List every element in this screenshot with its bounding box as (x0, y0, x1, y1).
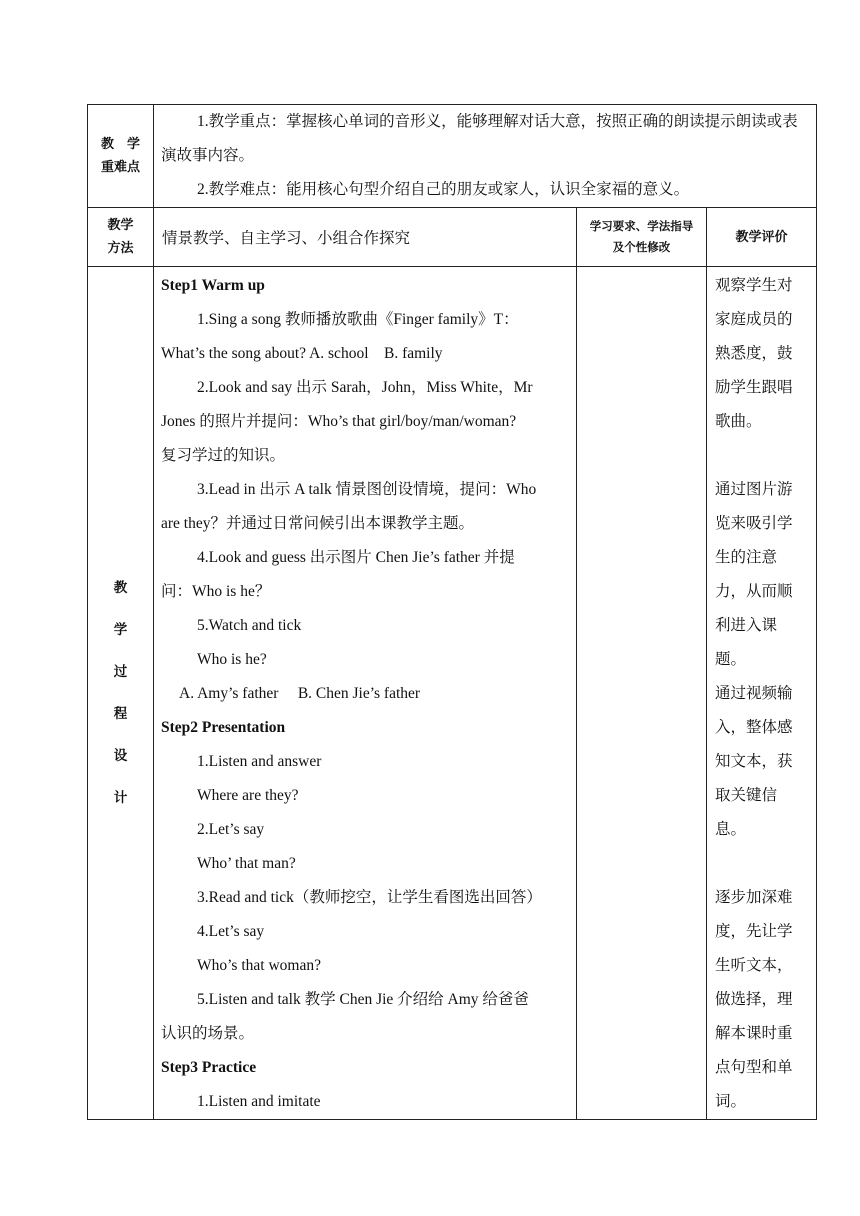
process-line: 1.Listen and answer (197, 753, 322, 770)
evaluation-line: 通过视频输 (715, 685, 793, 702)
requirements-header-line2: 及个性修改 (612, 240, 671, 254)
process-content-cell (154, 267, 577, 1120)
evaluation-line: 息。 (715, 821, 747, 838)
process-line: 复习学过的知识。 (161, 447, 286, 464)
step-heading: Step3 Practice (161, 1059, 257, 1076)
process-line: Where are they? (197, 787, 299, 804)
process-line: Who’s that woman? (197, 957, 321, 974)
evaluation-line: 知文本，获 (715, 753, 793, 770)
evaluation-line: 熟悉度，鼓 (715, 345, 793, 362)
evaluation-line: 入，整体感 (715, 719, 793, 736)
evaluation-line: 力，从而顺 (715, 583, 793, 600)
focus-content-cell (154, 105, 817, 208)
requirements-header-line1: 学习要求、学法指导 (589, 219, 694, 233)
process-line: 5.Watch and tick (197, 617, 302, 634)
method-content: 情景教学、自主学习、小组合作探究 (154, 208, 577, 267)
process-line: 2.Look and say 出示 Sarah，John，Miss White，Mr (197, 379, 533, 396)
evaluation-line: 歌曲。 (715, 413, 762, 430)
evaluation-line: 逐步加深难 (715, 889, 793, 906)
process-line: Who is he? (197, 651, 267, 668)
lesson-plan-table (87, 104, 817, 1120)
process-header-char: 设 (113, 748, 128, 764)
process-header-char: 教 (113, 580, 128, 596)
evaluation-line (715, 439, 808, 473)
method-header-cell (88, 208, 154, 267)
process-line: are they？并通过日常问候引出本课教学主题。 (161, 515, 474, 532)
row-teaching-process (88, 267, 817, 1120)
process-line: 5.Listen and talk 教学 Chen Jie 介绍给 Amy 给爸爸 (197, 991, 529, 1008)
process-header-char: 过 (113, 664, 128, 680)
focus-line-2: 2.教学难点：能用核心句型介绍自己的朋友或家人，认识全家福的意义。 (197, 181, 690, 198)
evaluation-line: 览来吸引学 (715, 515, 793, 532)
evaluation-line: 点句型和单 (715, 1059, 793, 1076)
evaluation-line: 解本课时重 (715, 1025, 793, 1042)
process-line: 2.Let’s say (197, 821, 265, 838)
process-line: What’s the song about? A. school B. family (161, 345, 443, 362)
process-line: 1.Listen and imitate (197, 1093, 321, 1110)
method-header-line2: 方法 (107, 241, 134, 256)
process-header-char: 学 (113, 622, 128, 638)
evaluation-line: 观察学生对 (715, 277, 793, 294)
row-teaching-method (88, 208, 817, 267)
evaluation-line: 词。 (715, 1093, 747, 1110)
evaluation-line: 做选择，理 (715, 991, 793, 1008)
focus-header-line1: 教 学 (100, 137, 140, 152)
process-line: Who’ that man? (197, 855, 296, 872)
process-line: A. Amy’s father B. Chen Jie’s father (179, 685, 421, 702)
evaluation-line: 题。 (715, 651, 747, 668)
focus-header-line2: 重难点 (100, 160, 140, 175)
process-line: Jones 的照片并提问：Who’s that girl/boy/man/woman? (161, 413, 517, 430)
process-line: 4.Look and guess 出示图片 Chen Jie’s father 并提 (197, 549, 515, 566)
process-line: 3.Read and tick（教师挖空，让学生看图选出回答） (197, 889, 542, 906)
evaluation-line: 利进入课 (715, 617, 778, 634)
focus-line-1: 1.教学重点：掌握核心单词的音形义，能够理解对话大意，按照正确的朗读提示朗读或表演故事内容。 (161, 113, 798, 164)
evaluation-cell (707, 267, 817, 1120)
evaluation-line: 取关键信 (715, 787, 778, 804)
focus-header-cell (88, 105, 154, 208)
process-line: 4.Let’s say (197, 923, 265, 940)
evaluation-line (715, 847, 808, 881)
process-header-cell (88, 267, 154, 1120)
evaluation-line: 通过图片游 (715, 481, 793, 498)
process-line: 3.Lead in 出示 A talk 情景图创设情境，提问：Who (197, 481, 537, 498)
evaluation-line: 家庭成员的 (715, 311, 793, 328)
step-heading: Step1 Warm up (161, 277, 265, 294)
requirements-header-cell (577, 208, 707, 267)
process-header-char: 计 (113, 790, 128, 806)
process-line: 1.Sing a song 教师播放歌曲《Finger family》T： (197, 311, 519, 328)
evaluation-line: 生的注意 (715, 549, 778, 566)
row-teaching-focus (88, 105, 817, 208)
requirements-cell (577, 267, 707, 1120)
process-line: 问：Who is he？ (161, 583, 271, 600)
evaluation-line: 度，先让学 (715, 923, 793, 940)
evaluation-line: 生听文本， (715, 957, 793, 974)
evaluation-header: 教学评价 (707, 208, 817, 267)
step-heading: Step2 Presentation (161, 719, 286, 736)
process-header-char: 程 (113, 706, 128, 722)
method-header-line1: 教学 (107, 218, 134, 233)
evaluation-line: 励学生跟唱 (715, 379, 793, 396)
process-line: 认识的场景。 (161, 1025, 255, 1042)
